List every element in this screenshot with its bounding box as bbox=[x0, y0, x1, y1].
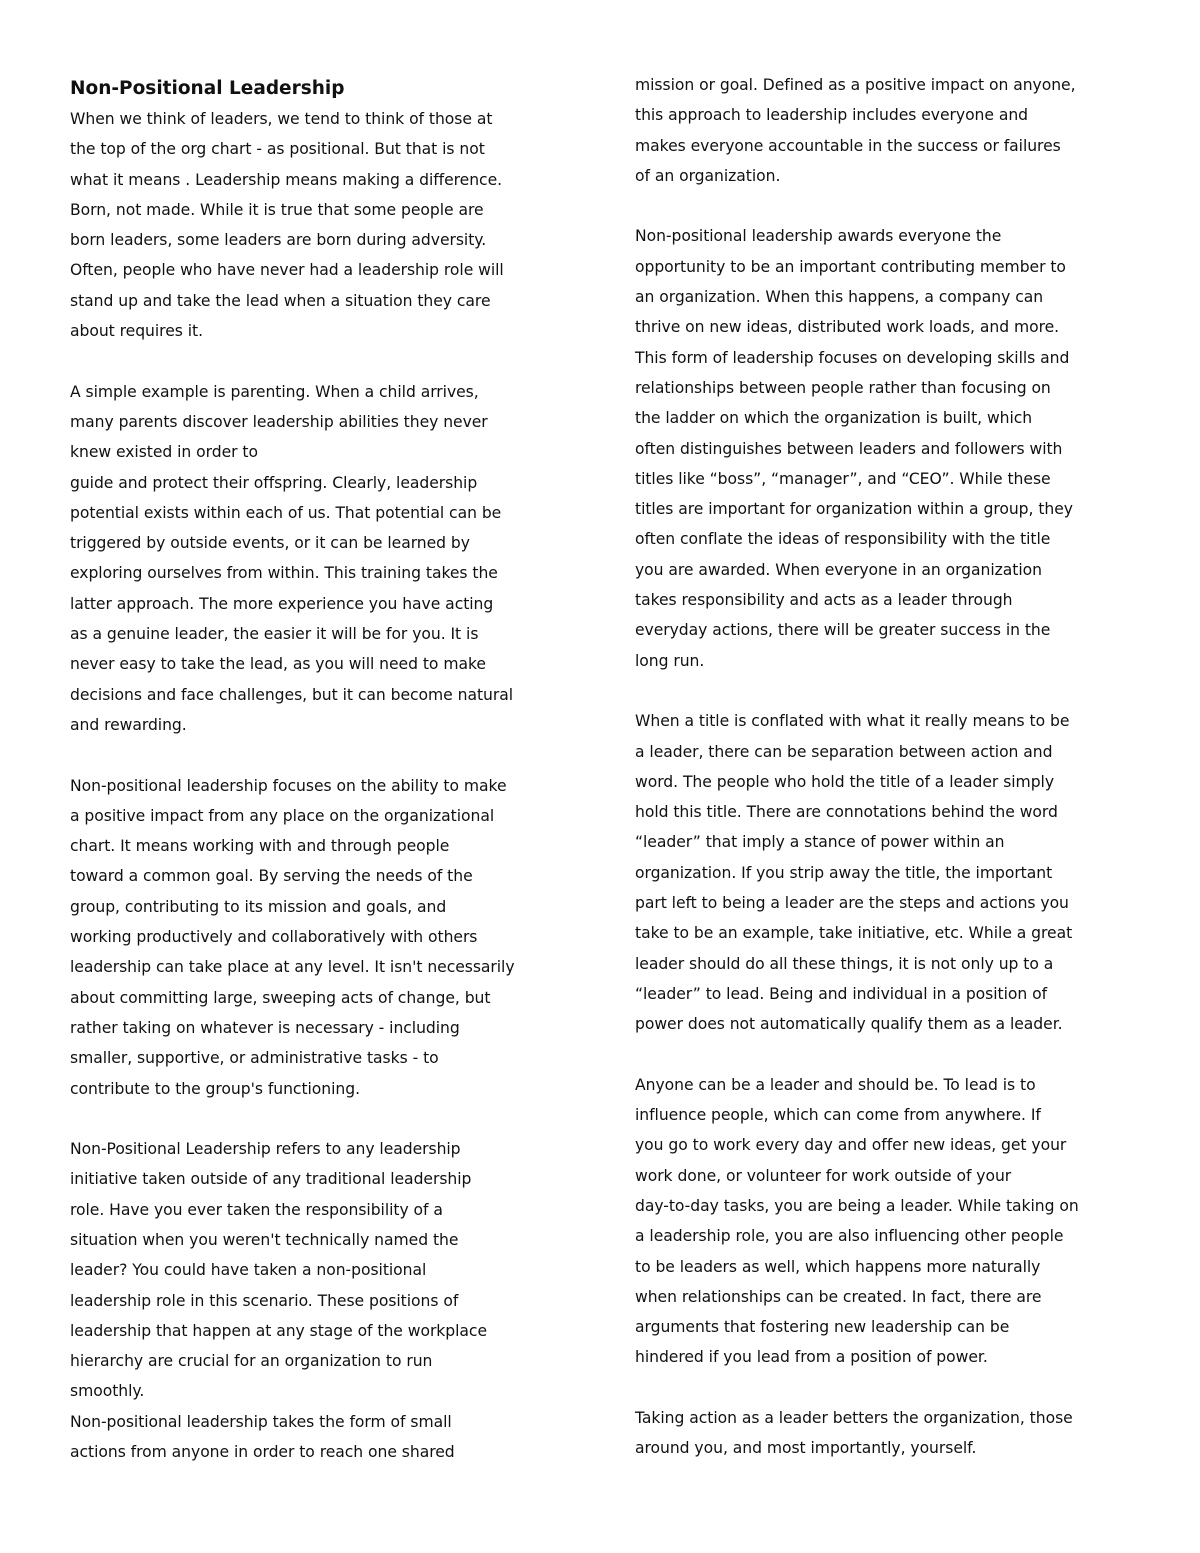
text-line: Non-positional leadership awards everyone the bbox=[635, 227, 1002, 246]
text-line: A simple example is parenting. When a child arrives, bbox=[70, 382, 479, 401]
text-line: titles like “boss”, “manager”, and “CEO”. While these bbox=[635, 469, 1051, 488]
text-line: role. Have you ever taken the responsibility of a bbox=[70, 1200, 443, 1219]
text-line: knew existed in order to bbox=[70, 443, 258, 462]
text-line: actions from anyone in order to reach one shared bbox=[70, 1443, 455, 1462]
text-line: hierarchy are crucial for an organization to run bbox=[70, 1352, 433, 1371]
text-line: Born, not made. While it is true that some people are bbox=[70, 200, 484, 219]
text-line: Often, people who have never had a leadership role will bbox=[70, 261, 504, 280]
text-line: guide and protect their offspring. Clearly, leadership bbox=[70, 473, 478, 492]
text-line: contribute to the group's functioning. bbox=[70, 1079, 360, 1098]
text-line: and rewarding. bbox=[70, 715, 187, 734]
text-line: many parents discover leadership abilities they never bbox=[70, 412, 488, 431]
text-line: mission or goal. Defined as a positive impact on anyone, bbox=[635, 76, 1076, 94]
text-line: born leaders, some leaders are born during adversity. bbox=[70, 231, 487, 250]
text-line: decisions and face challenges, but it can become natural bbox=[70, 685, 514, 704]
text-line: When we think of leaders, we tend to think of those at bbox=[70, 110, 493, 128]
text-line: initiative taken outside of any traditional leadership bbox=[70, 1170, 472, 1189]
text-line: you go to work every day and offer new ideas, get your bbox=[635, 1136, 1067, 1155]
text-line: Non-positional leadership focuses on the ability to make bbox=[70, 776, 507, 795]
text-line: this approach to leadership includes everyone and bbox=[635, 106, 1029, 125]
document-title: Non-Positional Leadership bbox=[70, 78, 345, 99]
text-line: makes everyone accountable in the success or failures bbox=[635, 136, 1061, 155]
text-line: about committing large, sweeping acts of change, but bbox=[70, 988, 491, 1007]
right-column bbox=[635, 70, 1135, 1464]
text-line: a leadership role, you are also influencing other people bbox=[635, 1227, 1064, 1246]
paragraph bbox=[635, 706, 1135, 1039]
text-line: thrive on new ideas, distributed work loads, and more. bbox=[635, 318, 1060, 337]
text-line: to be leaders as well, which happens more naturally bbox=[635, 1257, 1041, 1276]
text-line: smoothly. bbox=[70, 1382, 145, 1401]
text-line: potential exists within each of us. That potential can be bbox=[70, 503, 502, 522]
text-line: takes responsibility and acts as a leader through bbox=[635, 591, 1013, 610]
text-line: when relationships can be created. In fact, there are bbox=[635, 1287, 1042, 1306]
text-line: working productively and collaboratively with others bbox=[70, 928, 478, 947]
text-line: influence people, which can come from anywhere. If bbox=[635, 1106, 1041, 1125]
text-line: smaller, supportive, or administrative tasks - to bbox=[70, 1049, 439, 1068]
paragraph bbox=[635, 221, 1135, 675]
text-line: a positive impact from any place on the organizational bbox=[70, 806, 495, 825]
text-line: This form of leadership focuses on developing skills and bbox=[635, 348, 1070, 367]
text-line: hold this title. There are connotations behind the word bbox=[635, 803, 1058, 822]
text-line: take to be an example, take initiative, etc. While a great bbox=[635, 924, 1073, 943]
text-line: what it means . Leadership means making a difference. bbox=[70, 170, 503, 189]
text-line: arguments that fostering new leadership can be bbox=[635, 1318, 1010, 1337]
text-line: word. The people who hold the title of a leader simply bbox=[635, 772, 1055, 791]
text-line: chart. It means working with and through people bbox=[70, 837, 450, 856]
text-line: an organization. When this happens, a company can bbox=[635, 288, 1044, 307]
text-line: group, contributing to its mission and goals, and bbox=[70, 897, 447, 916]
paragraph bbox=[635, 1070, 1135, 1373]
text-line: leadership role in this scenario. These positions of bbox=[70, 1291, 459, 1310]
text-line: leader should do all these things, it is not only up to a bbox=[635, 954, 1054, 973]
text-line: leadership that happen at any stage of the workplace bbox=[70, 1321, 487, 1340]
text-line: never easy to take the lead, as you will need to make bbox=[70, 655, 486, 674]
left-column-body bbox=[70, 104, 570, 1467]
text-line: as a genuine leader, the easier it will be for you. It is bbox=[70, 625, 479, 644]
text-line: rather taking on whatever is necessary - including bbox=[70, 1018, 460, 1037]
text-line: often distinguishes between leaders and followers with bbox=[635, 439, 1063, 458]
right-column-body bbox=[635, 70, 1135, 1464]
text-line: a leader, there can be separation between action and bbox=[635, 742, 1053, 761]
text-line: opportunity to be an important contributing member to bbox=[635, 257, 1066, 276]
text-line: Anyone can be a leader and should be. To lead is to bbox=[635, 1075, 1036, 1094]
paragraph bbox=[70, 771, 570, 1104]
left-column bbox=[70, 74, 570, 1467]
text-line: of an organization. bbox=[635, 166, 781, 185]
text-line: stand up and take the lead when a situation they care bbox=[70, 291, 491, 310]
text-line: situation when you weren't technically named the bbox=[70, 1230, 459, 1249]
paragraph bbox=[70, 377, 570, 741]
text-line: around you, and most importantly, yourself. bbox=[635, 1439, 977, 1458]
text-line: “leader” that imply a stance of power within an bbox=[635, 833, 1005, 852]
text-line: toward a common goal. By serving the needs of the bbox=[70, 867, 473, 886]
text-line: leader? You could have taken a non-positional bbox=[70, 1261, 427, 1280]
paragraph bbox=[635, 1403, 1135, 1464]
text-line: titles are important for organization within a group, they bbox=[635, 500, 1073, 519]
text-line: leadership can take place at any level. It isn't necessarily bbox=[70, 958, 515, 977]
text-line: the top of the org chart - as positional. But that is not bbox=[70, 140, 485, 159]
text-line: power does not automatically qualify them as a leader. bbox=[635, 1015, 1063, 1034]
text-line: exploring ourselves from within. This training takes the bbox=[70, 564, 498, 583]
paragraph bbox=[70, 104, 570, 346]
text-line: latter approach. The more experience you have acting bbox=[70, 594, 494, 613]
text-line: triggered by outside events, or it can be learned by bbox=[70, 534, 470, 553]
text-line: organization. If you strip away the title, the important bbox=[635, 863, 1053, 882]
text-line: work done, or volunteer for work outside of your bbox=[635, 1166, 1012, 1185]
text-line: about requires it. bbox=[70, 322, 203, 341]
text-line: relationships between people rather than focusing on bbox=[635, 378, 1051, 397]
text-line: “leader” to lead. Being and individual in a position of bbox=[635, 984, 1048, 1003]
text-line: day-to-day tasks, you are being a leader. While taking on bbox=[635, 1196, 1079, 1215]
text-line: the ladder on which the organization is built, which bbox=[635, 409, 1033, 428]
paragraph bbox=[70, 1407, 570, 1468]
text-line: hindered if you lead from a position of power. bbox=[635, 1348, 988, 1367]
text-line: often conflate the ideas of responsibility with the title bbox=[635, 530, 1051, 549]
text-line: When a title is conflated with what it really means to be bbox=[635, 712, 1070, 731]
text-line: Non-positional leadership takes the form of small bbox=[70, 1412, 452, 1431]
text-line: long run. bbox=[635, 651, 705, 670]
text-line: everyday actions, there will be greater success in the bbox=[635, 621, 1051, 640]
paragraph bbox=[635, 70, 1135, 191]
text-line: you are awarded. When everyone in an organization bbox=[635, 560, 1042, 579]
paragraph bbox=[70, 1134, 570, 1407]
text-line: part left to being a leader are the steps and actions you bbox=[635, 894, 1069, 913]
text-line: Non-Positional Leadership refers to any leadership bbox=[70, 1140, 461, 1159]
text-line: Taking action as a leader betters the organization, those bbox=[635, 1409, 1073, 1428]
